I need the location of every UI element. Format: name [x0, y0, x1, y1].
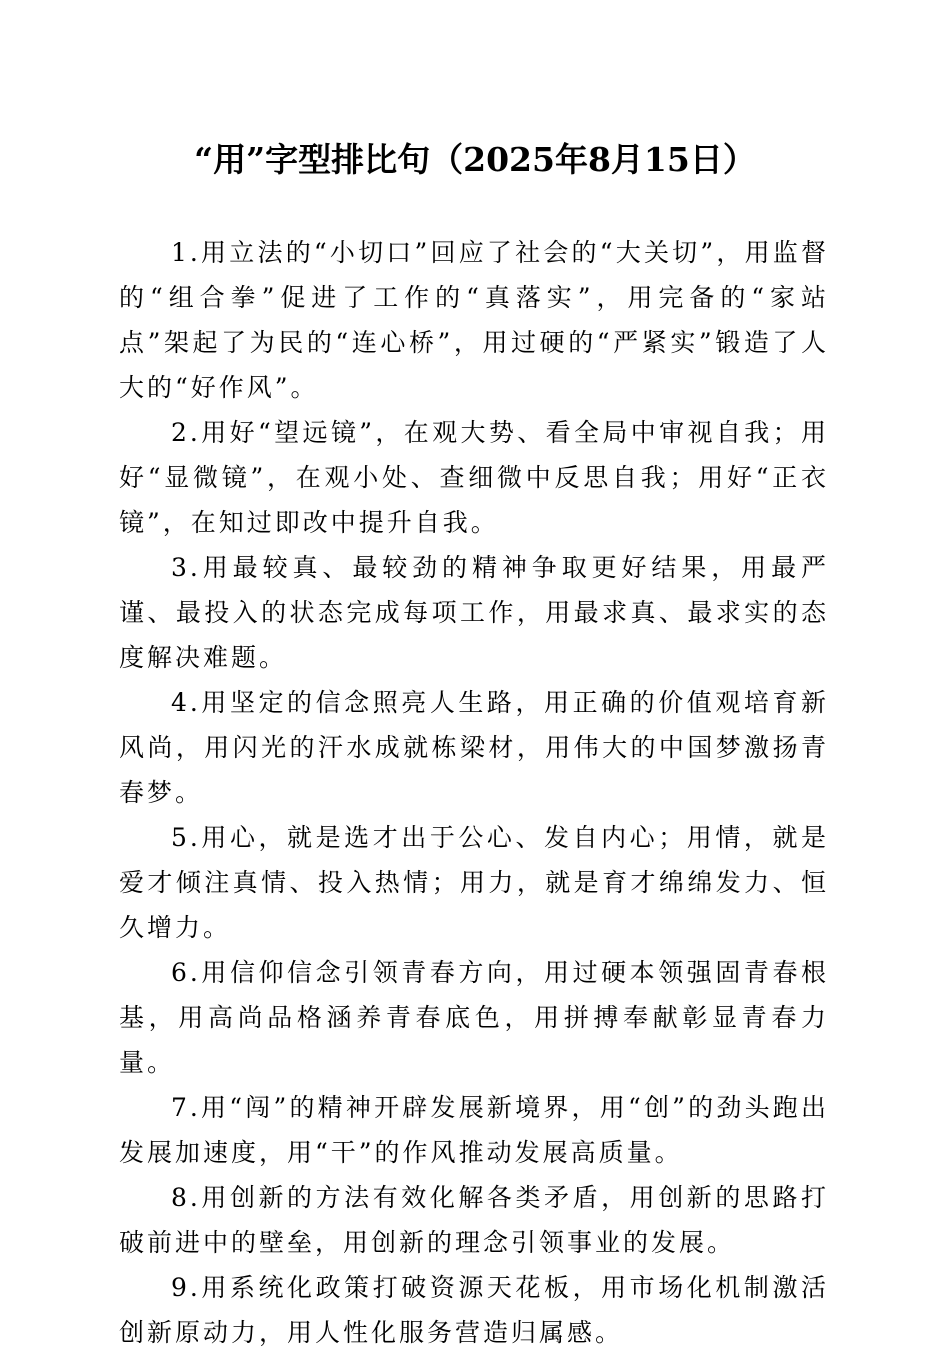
document-title: “用”字型排比句（2025年8月15日）: [194, 140, 756, 179]
paragraph-2: 2.用好“望远镜”，在观大势、看全局中审视自我；用好“显微镜”，在观小处、查细微中反思自我；用好“正衣镜”，在知过即改中提升自我。: [119, 418, 829, 537]
paragraph-4: 4.用坚定的信念照亮人生路，用正确的价值观培育新风尚，用闪光的汗水成就栋梁材，用伟大的中国梦激扬青春梦。: [119, 688, 829, 807]
paragraph-9: 9.用系统化政策打破资源天花板，用市场化机制激活创新原动力，用人性化服务营造归属感。: [119, 1273, 829, 1347]
paragraph-8: 8.用创新的方法有效化解各类矛盾，用创新的思路打破前进中的壁垒，用创新的理念引领事业的发展。: [119, 1183, 829, 1257]
document-body: [119, 230, 829, 1355]
paragraph-3: 3.用最较真、最较劲的精神争取更好结果，用最严谨、最投入的状态完成每项工作，用最求真、最求实的态度解决难题。: [119, 553, 829, 672]
paragraph-5: 5.用心，就是选才出于公心、发自内心；用情，就是爱才倾注真情、投入热情；用力，就是育才绵绵发力、恒久增力。: [119, 823, 829, 942]
paragraph-1: 1.用立法的“小切口”回应了社会的“大关切”，用监督的“组合拳”促进了工作的“真落实”，用完备的“家站点”架起了为民的“连心桥”，用过硬的“严紧实”锻造了人大的“好作风”。: [119, 238, 829, 402]
paragraph-7: 7.用“闯”的精神开辟发展新境界，用“创”的劲头跑出发展加速度，用“干”的作风推动发展高质量。: [119, 1093, 829, 1167]
paragraph-6: 6.用信仰信念引领青春方向，用过硬本领强固青春根基，用高尚品格涵养青春底色，用拼搏奉献彰显青春力量。: [119, 958, 829, 1077]
